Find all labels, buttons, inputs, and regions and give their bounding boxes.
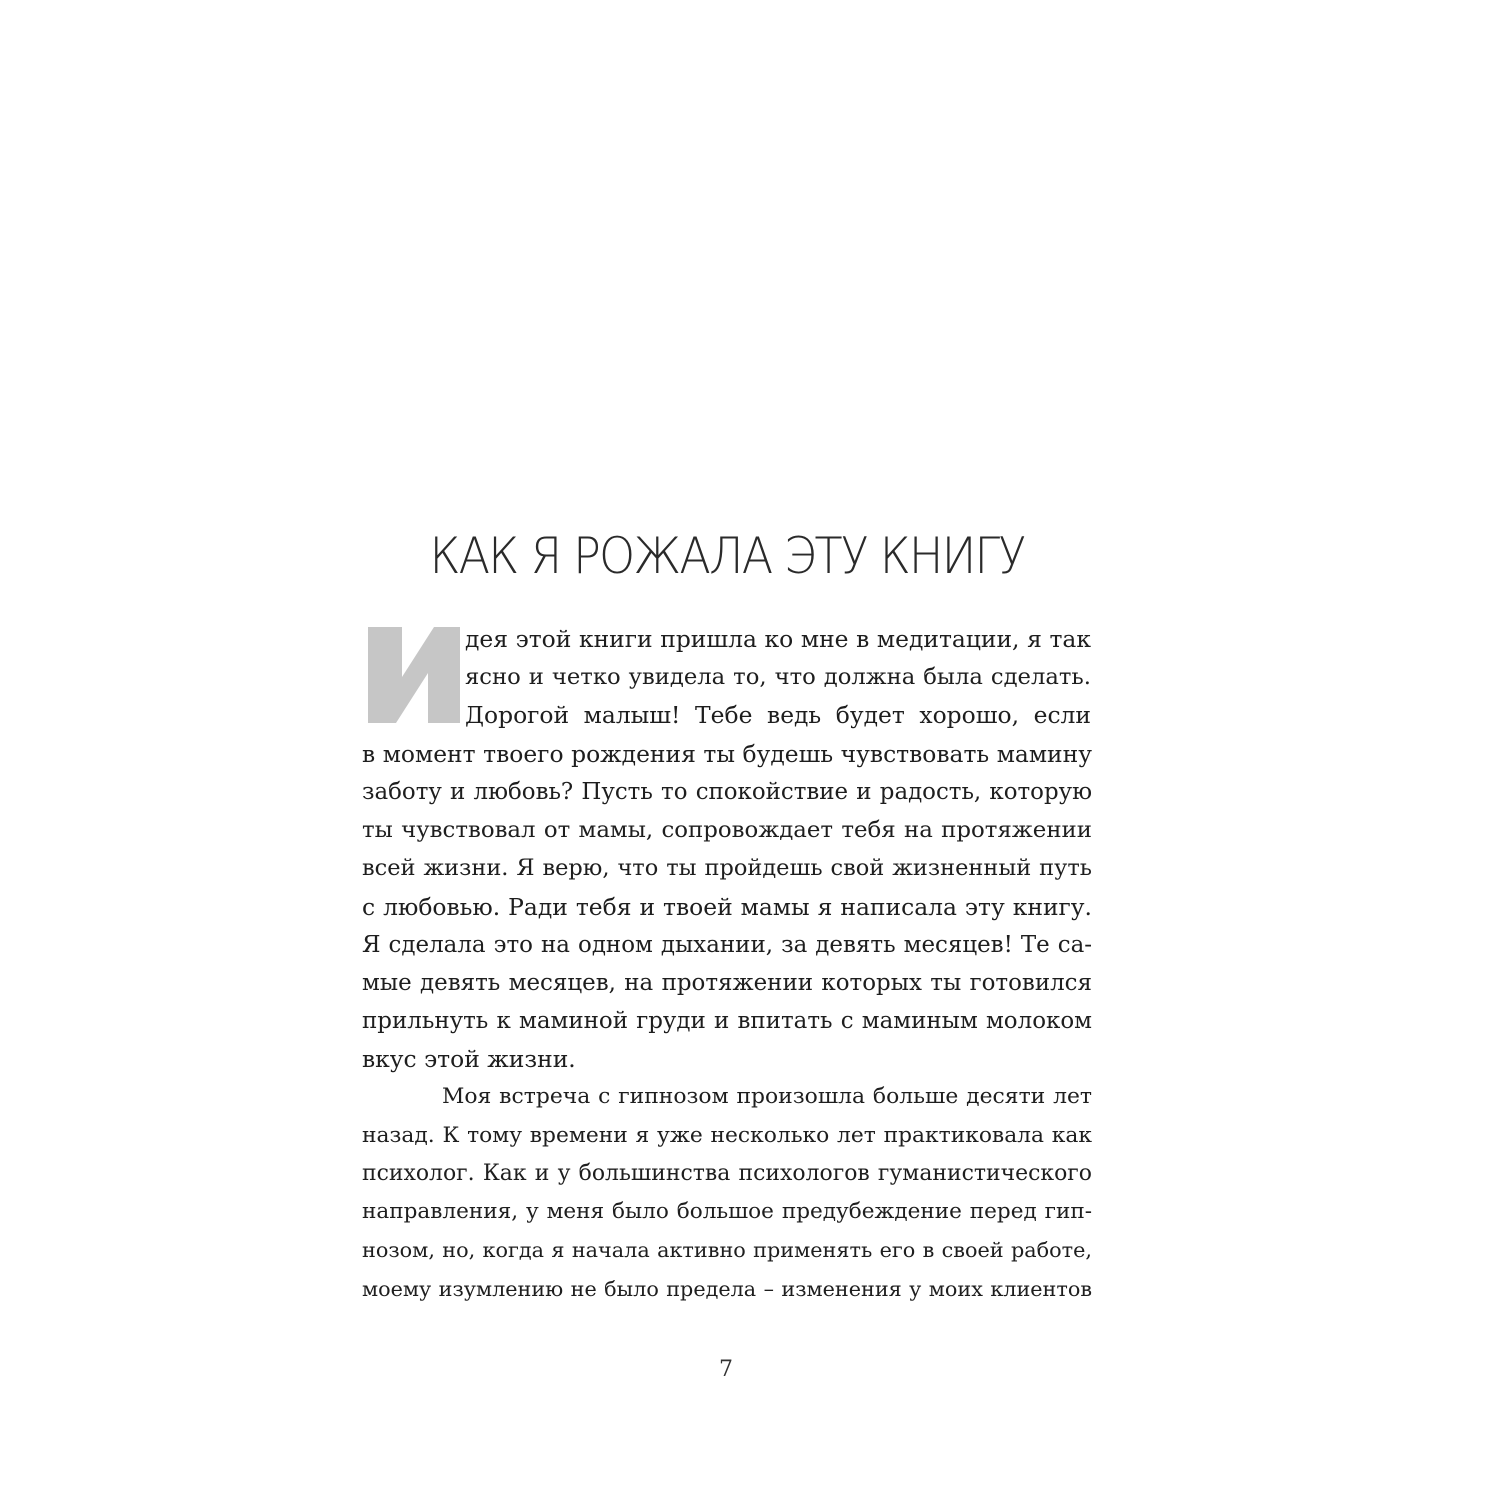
- paragraph-1-line-11: прильнуть к маминой груди и впитать с маминым молоком: [362, 1008, 1092, 1034]
- drop-cap-shape: [368, 627, 460, 723]
- paragraph-1-line-6: ты чувствовал от мамы, сопровождает тебя на протяжении: [362, 817, 1092, 843]
- paragraph-2-line-2: назад. К тому времени я уже несколько лет практиковала как: [362, 1123, 1092, 1148]
- paragraph-2-line-3: психолог. Как и у большинства психологов гуманистического: [362, 1161, 1092, 1186]
- paragraph-2-line-5: нозом, но, когда я начала активно применять его в своей работе,: [362, 1238, 1092, 1262]
- paragraph-1-line-1: дея этой книги пришла ко мне в медитации, я так: [465, 625, 1091, 653]
- paragraph-2-line-4: направления, у меня было большое предубеждение перед гип-: [362, 1199, 1092, 1224]
- paragraph-1-line-7: всей жизни. Я верю, что ты пройдешь свой жизненный путь: [362, 855, 1092, 881]
- paragraph-1-line-5: заботу и любовь? Пусть то спокойствие и радость, которую: [362, 779, 1092, 805]
- paragraph-1-line-8: с любовью. Ради тебя и твоей мамы я написала эту книгу.: [362, 893, 1092, 921]
- paragraph-1-line-2: ясно и четко увидела то, что должна была сделать.: [465, 664, 1091, 690]
- paragraph-1-line-4: в момент твоего рождения ты будешь чувствовать мамину: [362, 740, 1092, 768]
- chapter-title: КАК Я РОЖАЛА ЭТУ КНИГУ: [429, 527, 1025, 585]
- paragraph-1-line-9: Я сделала это на одном дыхании, за девять месяцев! Те са-: [362, 932, 1092, 958]
- paragraph-2-line-6: моему изумлению не было предела – изменения у моих клиентов: [362, 1277, 1092, 1301]
- paragraph-1-line-3: Дорогой малыш! Тебе ведь будет хорошо, если: [465, 701, 1091, 729]
- page-number: 7: [719, 1357, 733, 1382]
- paragraph-2-line-1: Моя встреча с гипнозом произошла больше десяти лет: [442, 1084, 1092, 1109]
- drop-cap-letter: [368, 627, 460, 723]
- paragraph-1-line-10: мые девять месяцев, на протяжении которых ты готовился: [362, 970, 1092, 996]
- paragraph-1-line-12: вкус этой жизни.: [362, 1045, 576, 1073]
